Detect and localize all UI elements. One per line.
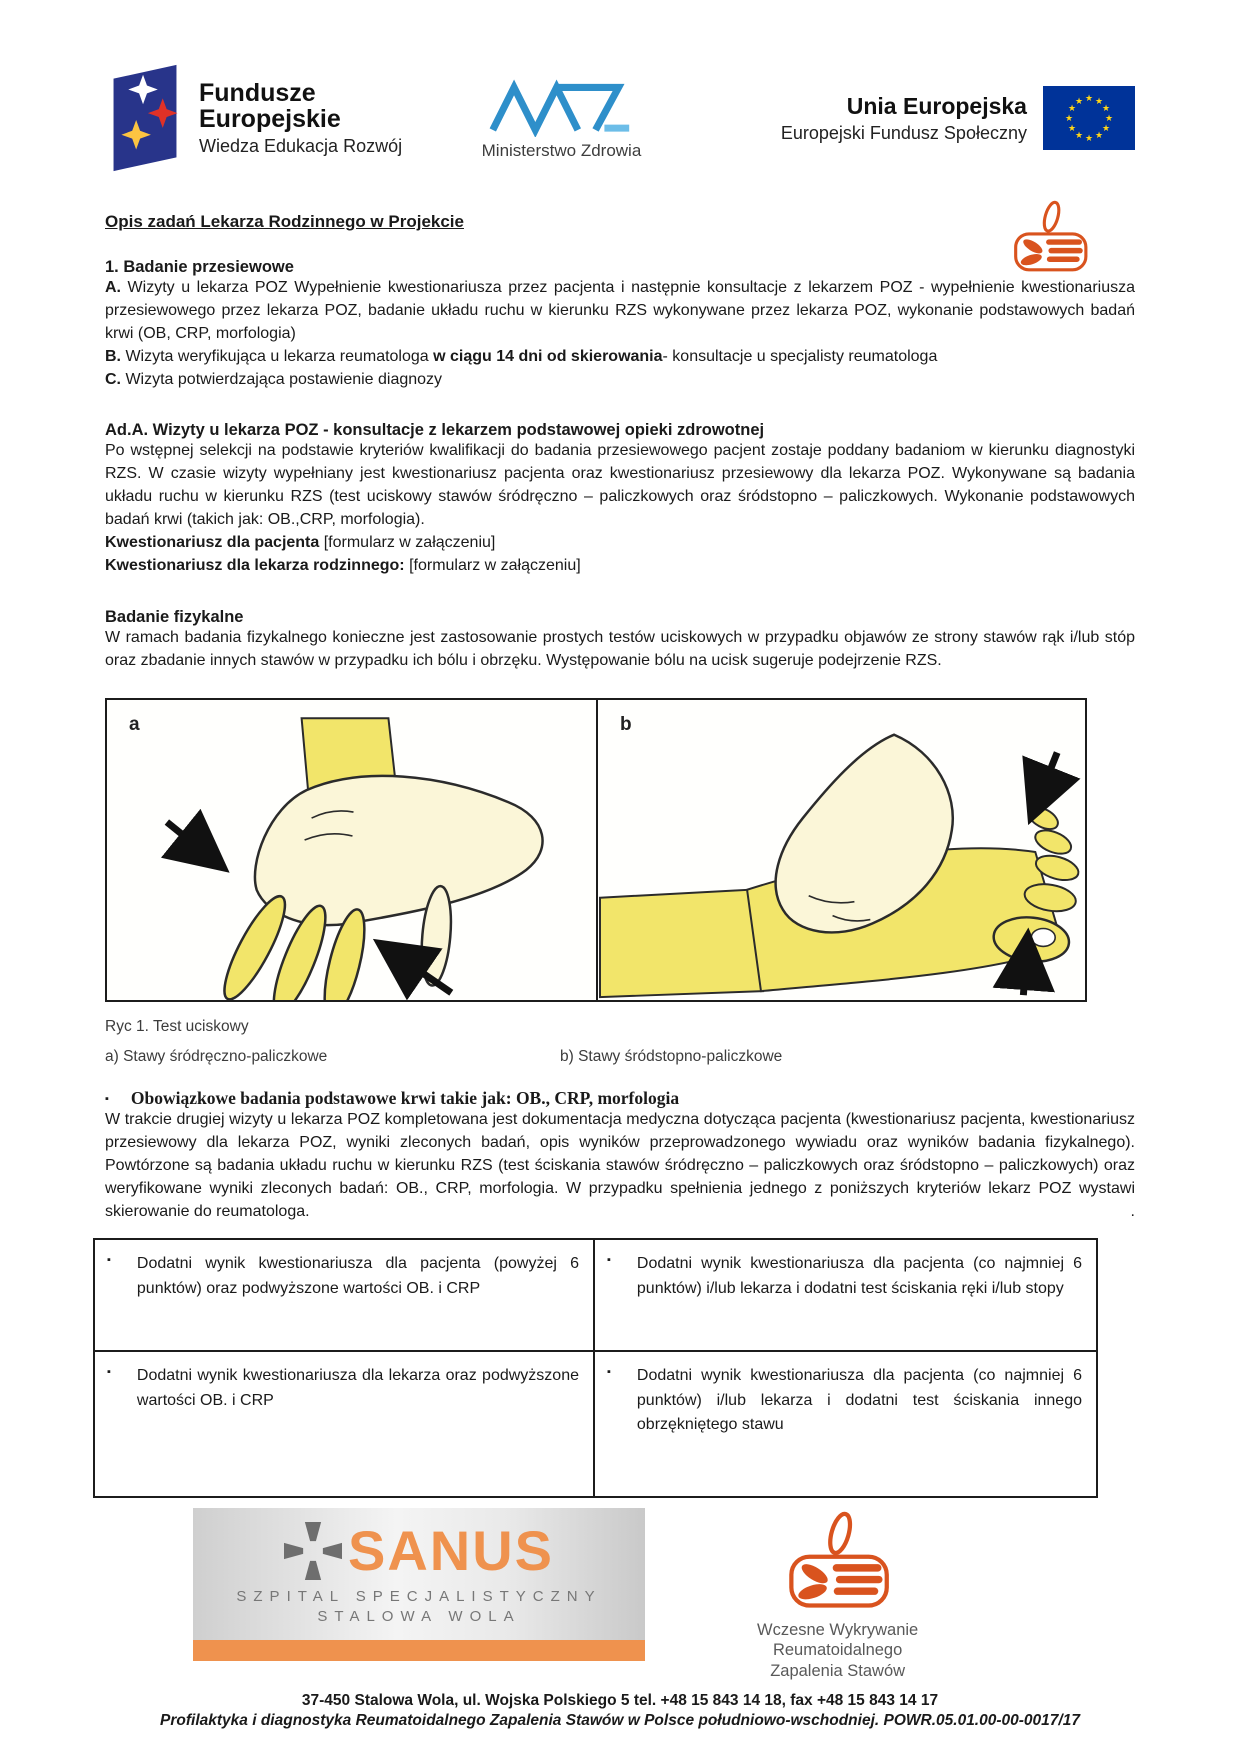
panel-a-label: a xyxy=(129,714,140,736)
fiz-heading: Badanie fizykalne xyxy=(105,607,244,626)
questionnaire-doctor-line: Kwestionariusz dla lekarza rodzinnego: [formularz w załączeniu] xyxy=(105,556,581,574)
square-bullet-icon: ▪ xyxy=(607,1365,611,1378)
eu-flag-icon xyxy=(1043,86,1135,150)
section1-item-b: B. Wizyta weryfikująca u lekarza reumatologa w ciągu 14 dni od skierowania- konsultacje u specjalisty reumatologa xyxy=(105,347,938,365)
fundusze-europejskie-logo xyxy=(105,59,402,177)
wwrzs-logo xyxy=(757,1508,918,1682)
ada-body: Po wstępnej selekcji na podstawie kryteriów kwalifikacji do badania przesiewowego pacjent zostaje poddany badaniom w kierunku diagnostyki RZS. W czasie wizyty wypełniany jest kwestionariusz pacjenta oraz kwestionariusz przesiewowy dla lekarza POZ. Wykonywane są badania układu ruchu w kierunku RZS (test uciskowy stawów śródręczno – paliczkowych oraz śródstopno – paliczkowych. Wykonanie podstawowych badań krwi (takich jak: OB.,CRP, morfologia). xyxy=(105,442,1135,528)
svg-text:★: ★ xyxy=(1094,130,1104,140)
hand-logo-icon xyxy=(774,1508,902,1614)
svg-text:★: ★ xyxy=(1094,96,1104,106)
mz-zigzag-icon xyxy=(481,75,641,137)
page-title: Opis zadań Lekarza Rodzinnego w Projekcie xyxy=(105,212,464,231)
ue-logo-line1: Unia Europejska xyxy=(846,92,1027,119)
figure-captions xyxy=(105,1018,1135,1066)
table-row xyxy=(94,1239,1097,1351)
panel-b-label: b xyxy=(620,714,632,736)
ada-heading: Ad.A. Wizyty u lekarza POZ - konsultacje z lekarzem podstawowej opieki zdrowotnej xyxy=(105,421,765,440)
square-bullet-icon: ▪ xyxy=(107,1253,111,1266)
mz-logo-label: Ministerstwo Zdrowia xyxy=(481,141,642,160)
square-bullet-icon: ▪ xyxy=(107,1365,111,1378)
criteria-cell: Dodatni wynik kwestionariusza dla pacjenta (co najmniej 6 punktów) i/lub lekarza i dodatni test ściskania innego obrzękniętego stawu xyxy=(636,1366,1082,1434)
svg-text:★: ★ xyxy=(1084,93,1094,103)
footer-project-line: Profilaktyka i diagnostyka Reumatoidalnego Zapalenia Stawów w Polsce południowo-wschodniej. POWR.05.01.00-00-0017/17 xyxy=(160,1711,1080,1729)
wwrzs-line1: Wczesne Wykrywanie xyxy=(757,1620,919,1639)
svg-text:★: ★ xyxy=(1064,113,1074,123)
section1-item-a: A. Wizyty u lekarza POZ Wypełnienie kwestionariusza przez pacjenta i następnie konsultacje z lekarzem POZ - wypełnienie kwestionariusza przesiewowego przez lekarza POZ, badanie układu ruchu w kierunku RZS wykonywane przez lekarza POZ, wykonanie podstawowych badań krwi (OB, CRP, morfologia) xyxy=(105,279,1135,342)
footer xyxy=(105,1508,1135,1682)
fe-flag-icon xyxy=(105,59,185,177)
section1-item-c: C. Wizyta potwierdzająca postawienie diagnozy xyxy=(105,370,443,388)
figure-panel-b xyxy=(596,700,1085,1000)
questionnaire-patient-line: Kwestionariusz dla pacjenta [formularz w załączeniu] xyxy=(105,533,496,551)
item-b-label: B. xyxy=(105,347,121,365)
compression-test-figure xyxy=(105,698,1087,1002)
figure-panel-a xyxy=(107,700,596,1000)
blood-body: W trakcie drugiej wizyty u lekarza POZ kompletowana jest dokumentacja medyczna dotycząca pacjenta (kwestionariusz pacjenta, kwestionariusz przesiewowy dla lekarza POZ, wyniki zleconych badań, opis wyników przeprowadzonego wywiadu oraz wyników badania fizykalnego). Powtórzone są badania układu ruchu w kierunku RZS (test ściskania stawów śródręczno – paliczkowych oraz śródstopno – paliczkowych) oraz weryfikowane wyniki zleconych badań: OB., CRP, morfologia. W przypadku spełnienia jednego z poniższych kryteriów lekarz POZ wystawi skierowanie do reumatologa. . xyxy=(105,1111,1135,1220)
referral-criteria-table xyxy=(93,1238,1098,1498)
figure-caption-b: b) Stawy śródstopno-paliczkowe xyxy=(560,1048,783,1066)
criteria-cell: Dodatni wynik kwestionariusza dla pacjenta (co najmniej 6 punktów) i/lub lekarza i dodatni test ściskania ręki i/lub stopy xyxy=(636,1254,1082,1297)
wwrzs-line2: Reumatoidalnego xyxy=(772,1641,903,1660)
maltese-cross-icon xyxy=(284,1522,342,1580)
sanus-orange-bar xyxy=(193,1640,645,1661)
section1-heading: 1. Badanie przesiewowe xyxy=(105,258,294,276)
criteria-cell: Dodatni wynik kwestionariusza dla lekarza oraz podwyższone wartości OB. i CRP xyxy=(136,1366,579,1409)
foot-squeeze-illustration xyxy=(598,700,1085,1000)
hand-squeeze-illustration xyxy=(107,700,596,1000)
sanus-subtitle1: SZPITAL SPECJALISTYCZNY xyxy=(236,1588,602,1606)
svg-text:★: ★ xyxy=(1084,133,1094,143)
svg-text:★: ★ xyxy=(1101,123,1111,133)
wwrzs-line3: Zapalenia Stawów xyxy=(770,1662,906,1680)
svg-text:★: ★ xyxy=(1067,103,1077,113)
svg-text:★: ★ xyxy=(1101,103,1111,113)
fe-logo-line1: Fundusze xyxy=(199,78,316,107)
table-row xyxy=(94,1351,1097,1497)
fiz-body: W ramach badania fizykalnego konieczne jest zastosowanie prostych testów uciskowych w przypadku objawów ze strony stawów rąk i/lub stóp oraz zbadanie innych stawów w przypadku ich bólu i obrzęku. Występowanie bólu na ucisk sugeruje podejrzenie RZS. xyxy=(105,628,1135,669)
fe-logo-subtitle: Wiedza Edukacja Rozwój xyxy=(199,135,403,156)
svg-text:★: ★ xyxy=(1074,96,1084,106)
criteria-cell: Dodatni wynik kwestionariusza dla pacjenta (powyżej 6 punktów) oraz podwyższone wartości OB. i CRP xyxy=(136,1254,579,1297)
figure-caption-a: a) Stawy śródręczno-paliczkowe xyxy=(105,1048,328,1066)
sanus-logo xyxy=(193,1508,645,1661)
unia-europejska-logo xyxy=(781,86,1135,150)
footer-address: 37-450 Stalowa Wola, ul. Wojska Polskiego 5 tel. +48 15 843 14 18, fax +48 15 843 14 17 xyxy=(301,1691,939,1709)
sanus-subtitle2: STALOWA WOLA xyxy=(317,1608,521,1626)
item-c-label: C. xyxy=(105,370,121,388)
square-bullet-icon: ▪ xyxy=(105,1093,109,1106)
fe-logo-line2: Europejskie xyxy=(199,104,341,133)
item-a-label: A. xyxy=(105,279,121,296)
ue-logo-line2: Europejski Fundusz Społeczny xyxy=(780,122,1027,143)
svg-text:★: ★ xyxy=(1104,113,1114,123)
blood-bullet-heading: ▪ Obowiązkowe badania podstawowe krwi takie jak: OB., CRP, morfologia xyxy=(105,1088,680,1109)
figure-caption: Ryc 1. Test uciskowy xyxy=(105,1018,249,1036)
hand-logo-icon xyxy=(1000,198,1100,276)
ministerstwo-zdrowia-logo xyxy=(481,75,641,161)
svg-text:★: ★ xyxy=(1074,130,1084,140)
header-logo-strip xyxy=(105,66,1135,170)
square-bullet-icon: ▪ xyxy=(607,1253,611,1266)
svg-text:★: ★ xyxy=(1067,123,1077,133)
sanus-name: SANUS xyxy=(347,1519,555,1583)
